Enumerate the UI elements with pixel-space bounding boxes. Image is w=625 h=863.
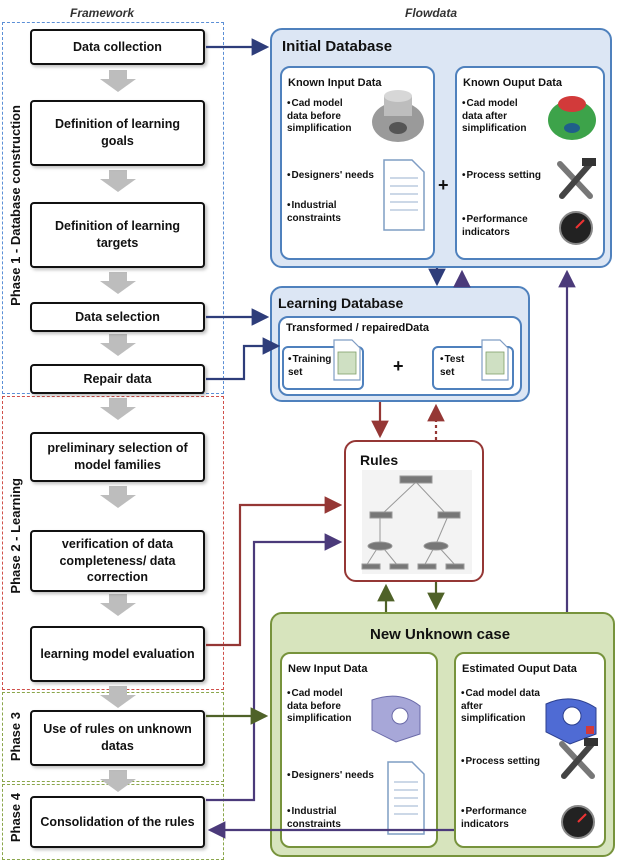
- estimated-output-title: Estimated Ouput Data: [462, 663, 577, 675]
- document-icon-2: [388, 762, 424, 834]
- plus-initial-db: +: [438, 175, 449, 195]
- step-data-collection: Data collection: [30, 29, 205, 65]
- framework-header: Framework: [70, 6, 135, 20]
- known-input-title: Known Input Data: [288, 77, 382, 89]
- training-spreadsheet-icon: [334, 340, 360, 380]
- arrow-consolidation-to-rules: [206, 542, 340, 800]
- cad-purple-part-icon: [372, 696, 420, 742]
- known-input-item-needs: • Designers' needs: [287, 170, 377, 183]
- known-output-item-performance: • Performance indicators: [462, 214, 542, 239]
- unknown-case-title: New Unknown case: [370, 626, 511, 643]
- step-data-completeness: verification of data completeness/ data correction: [30, 530, 205, 592]
- estimated-output-item-performance: • Performance indicators: [461, 806, 541, 831]
- estimated-output-item-process: • Process setting: [461, 756, 551, 769]
- known-input-item-cad: • Cad model data before simplification: [287, 98, 359, 136]
- decision-tree-icon: [362, 470, 472, 574]
- plus-learning-db: +: [393, 356, 404, 376]
- transformed-data-title: Transformed / repairedData: [286, 322, 430, 334]
- step-model-evaluation: learning model evaluation: [30, 626, 205, 682]
- step-repair-data: Repair data: [30, 364, 205, 394]
- phase-3-label: Phase 3: [8, 712, 23, 762]
- known-output-item-cad: • Cad model data after simplification: [462, 98, 534, 136]
- tools-icon: [560, 158, 596, 196]
- learning-database-title: Learning Database: [278, 295, 404, 311]
- tools-icon-2: [562, 738, 598, 776]
- known-output-item-process: • Process setting: [462, 170, 550, 183]
- cad-colored-part-icon: [548, 96, 596, 140]
- new-input-item-cad: • Cad model data before simplification: [287, 688, 359, 726]
- document-icon: [384, 160, 424, 230]
- initial-database-title: Initial Database: [282, 38, 393, 55]
- new-input-title: New Input Data: [288, 663, 368, 675]
- step-learning-goals: Definition of learning goals: [30, 100, 205, 166]
- phase-1-label: Phase 1 - Database construction: [8, 105, 23, 306]
- cad-gray-part-icon: [372, 90, 424, 142]
- arrow-repair-to-training: [206, 346, 278, 379]
- arrow-evaluation-to-rules: [206, 505, 340, 645]
- known-output-title: Known Ouput Data: [463, 77, 562, 89]
- estimated-output-item-cad: • Cad model data after simplification: [461, 688, 549, 726]
- test-spreadsheet-icon: [482, 340, 508, 380]
- cad-blue-part-icon: [546, 699, 596, 744]
- phase-4-label: Phase 4: [8, 793, 23, 843]
- gauge-icon-2: [562, 806, 594, 838]
- step-use-of-rules: Use of rules on unknown datas: [30, 710, 205, 766]
- step-learning-targets: Definition of learning targets: [30, 202, 205, 268]
- known-input-item-constraints: • Industrial constraints: [287, 200, 357, 225]
- test-set-label: • Test set: [440, 354, 470, 379]
- step-consolidation: Consolidation of the rules: [30, 796, 205, 848]
- gauge-icon: [560, 212, 592, 244]
- new-input-item-needs: • Designers' needs: [287, 770, 377, 783]
- step-data-selection: Data selection: [30, 302, 205, 332]
- new-input-item-constraints: • Industrial constraints: [287, 806, 359, 831]
- rules-title: Rules: [360, 452, 399, 468]
- flowdata-header: Flowdata: [405, 6, 458, 20]
- step-model-families: preliminary selection of model families: [30, 432, 205, 482]
- phase-2-label: Phase 2 - Learning: [8, 478, 23, 594]
- training-set-label: • Training set: [288, 354, 328, 379]
